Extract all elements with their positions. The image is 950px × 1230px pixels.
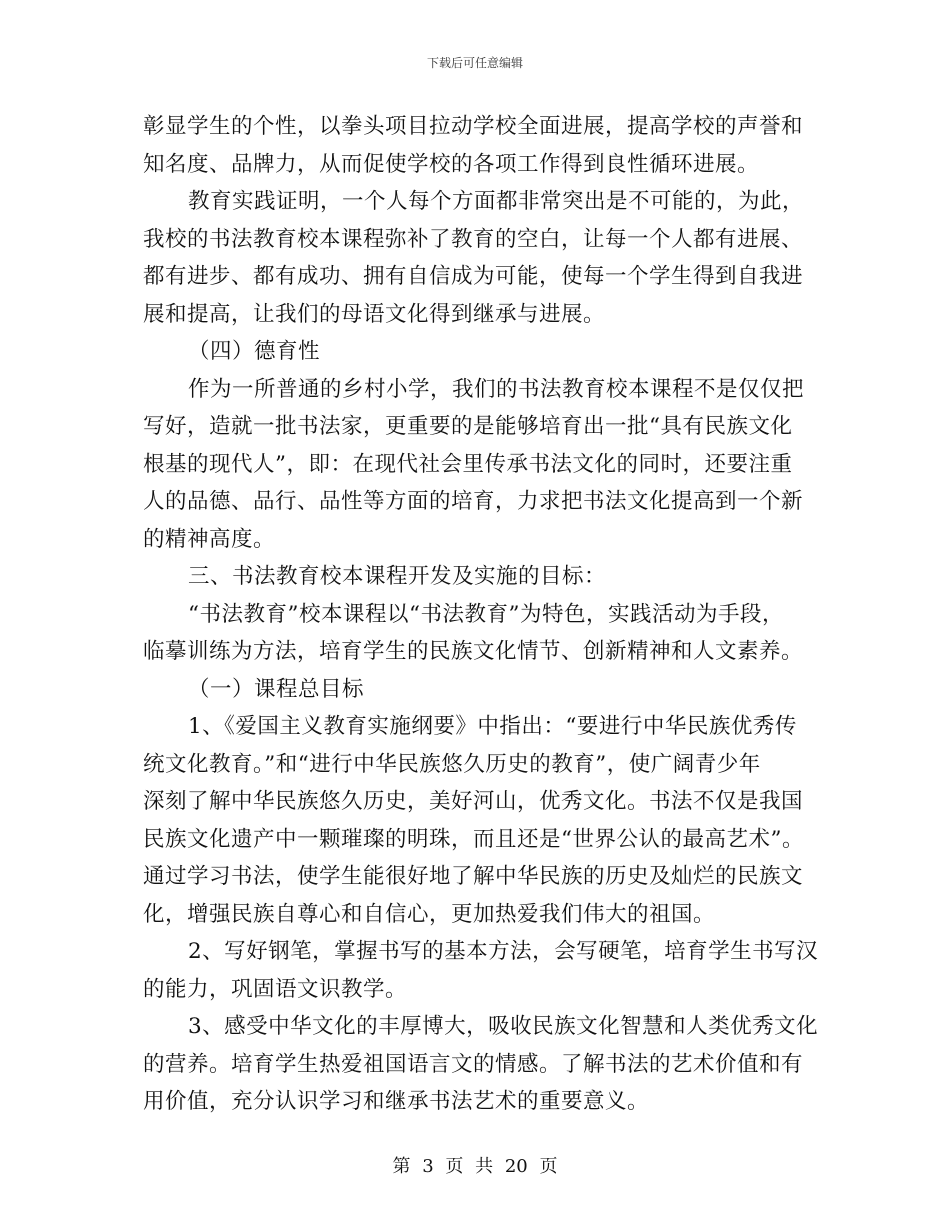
text-line: 都有进步、都有成功、拥有自信成为可能，使每一个学生得到自我进 — [143, 264, 804, 289]
text-line: 展和提高，让我们的母语文化得到继承与进展。 — [143, 301, 606, 327]
text-line: 3、感受中华文化的丰厚博大，吸收民族文化智慧和人类优秀文化 — [188, 1014, 819, 1039]
text-line: 的精神高度。 — [143, 526, 276, 552]
text-line: 教育实践证明，一个人每个方面都非常突出是不可能的，为此， — [188, 189, 805, 214]
text-line: 通过学习书法，使学生能很好地了解中华民族的历史及灿烂的民族文 — [143, 864, 804, 889]
text-line: 化，增强民族自尊心和自信心，更加热爱我们伟大的祖国。 — [143, 901, 716, 927]
text-line: 民族文化遗产中一颗璀璨的明珠，而且还是“世界公认的最高艺术”。 — [143, 826, 804, 852]
text-line: 三、书法教育校本课程开发及实施的目标： — [188, 564, 607, 589]
text-line: 根基的现代人”，即：在现代社会里传承书法文化的同时，还要注重 — [143, 451, 793, 477]
text-line: 彰显学生的个性，以拳头项目拉动学校全面进展，提高学校的声誉和 — [143, 114, 804, 139]
text-line: 2、写好钢笔，掌握书写的基本方法，会写硬笔，培育学生书写汉 — [188, 939, 819, 964]
text-line: 1、《爱国主义教育实施纲要》中指出：“要进行中华民族优秀传 — [188, 714, 797, 739]
page-header: 下载后可任意编辑 — [426, 56, 523, 70]
text-line: 的营养。培育学生热爱祖国语言文的情感。了解书法的艺术价值和有 — [143, 1051, 804, 1077]
text-line: “书法教育”校本课程以“书法教育”为特色，实践活动为手段， — [188, 601, 784, 627]
text-line: 写好，造就一批书法家，更重要的是能够培育出一批“具有民族文化 — [143, 414, 793, 439]
text-line: 我校的书法教育校本课程弥补了教育的空白，让每一个人都有进展、 — [143, 226, 804, 252]
page-footer: 第 3 页 共 20 页 — [392, 1156, 558, 1177]
text-line: 作为一所普通的乡村小学，我们的书法教育校本课程不是仅仅把 — [188, 376, 805, 402]
text-line: 用价值，充分认识学习和继承书法艺术的重要意义。 — [143, 1089, 650, 1114]
text-line: （四）德育性 — [188, 339, 321, 364]
text-line: 知名度、品牌力，从而促使学校的各项工作得到良性循环进展。 — [143, 151, 760, 177]
document-body — [143, 108, 823, 1121]
text-line: 人的品德、品行、品性等方面的培育，力求把书法文化提高到一个新 — [143, 489, 804, 514]
text-line: （一）课程总目标 — [188, 676, 365, 702]
text-line: 临摹训练为方法，培育学生的民族文化情节、创新精神和人文素养。 — [143, 639, 804, 664]
text-line: 的能力，巩固语文识教学。 — [143, 976, 408, 1002]
text-line: 统文化教育。”和“进行中华民族悠久历史的教育”，使广阔青少年 — [143, 751, 761, 777]
text-line: 深刻了解中华民族悠久历史，美好河山，优秀文化。书法不仅是我国 — [143, 789, 804, 814]
